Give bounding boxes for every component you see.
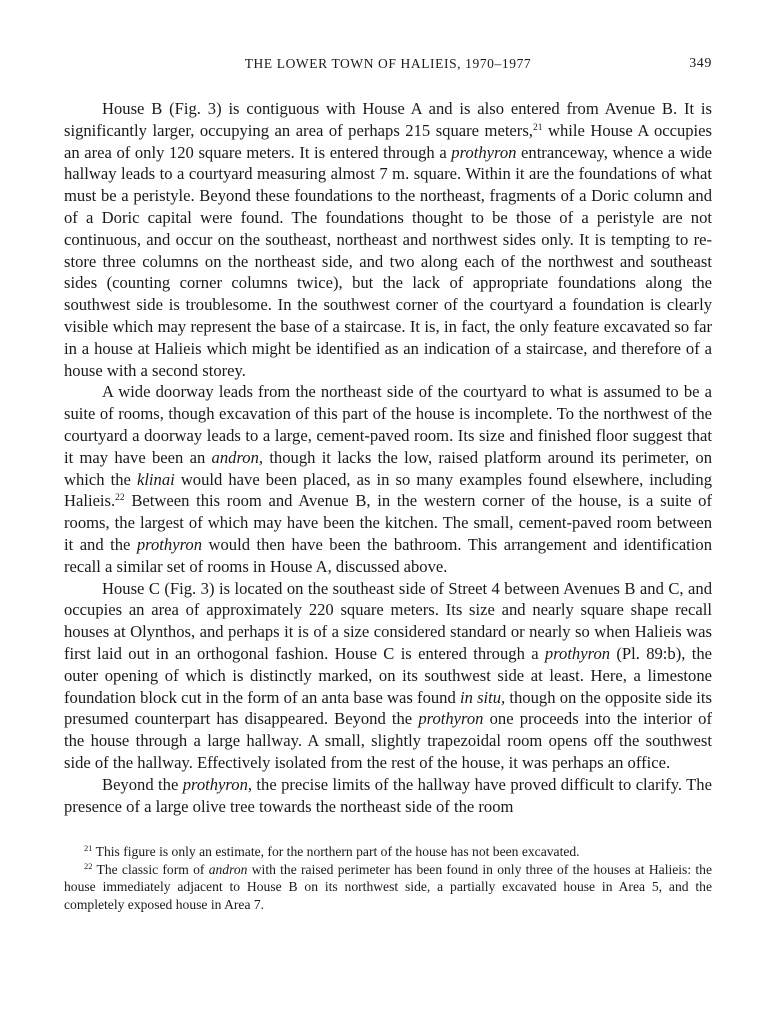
text-span: Between this room and Avenue B, in the western corner of the house, is a suite of rooms, the largest of which may have been the kitchen. The small, cement-paved room between it and the	[64, 491, 712, 554]
text-span: House C (Fig. 3) is located on the southeast side of Street 4 between Avenues B and C, and occupies an area of approximately 220 square meters. Its size and nearly square shape recall houses at Olynthos, and perhaps it is of a size considered standard or nearly so when Halieis was first laid out in an orthogonal fashion. House C is entered through a	[64, 578, 712, 663]
text-span: though on the opposite side its presumed counterpart has disappeared. Beyond the	[64, 687, 712, 729]
footnote-number: 22	[84, 860, 93, 871]
text-span: Beyond the	[102, 774, 183, 794]
text-span: while House A occupies an area of only 120 square meters. It is entered through a	[64, 120, 712, 162]
footnote-reference: 22	[115, 493, 125, 504]
text-span: would then have been the bathroom. This arrangement and identification recall a similar set of rooms in House A, discussed above.	[64, 534, 712, 576]
text-span: (Pl. 89:b), the outer opening of which is distinctly marked, on its southwest side at least. Here, a limestone foundation block cut in the form of an anta base was found	[64, 643, 712, 707]
footnote-number: 21	[84, 843, 93, 854]
italic-term: prothyron	[544, 643, 611, 663]
paragraph-house-c	[64, 578, 712, 774]
footnote-text: with the raised perimeter has been found in only three of the houses at Halieis: the house immediately adjacent to House B on its northwest side, a partially excavated house in Area 5, and the completely exposed house in Area 7.	[64, 861, 712, 912]
text-span: though it lacks the low, raised platform around its perimeter, on which the	[64, 447, 712, 489]
text-span: House B (Fig. 3) is contiguous with House A and is also entered from Avenue B. It is significantly larger, occupying an area of perhaps 215 square meters,	[64, 99, 712, 140]
book-page	[64, 56, 712, 913]
paragraph-house-b-rooms	[64, 381, 712, 577]
running-header	[64, 56, 712, 80]
paragraph-house-c-hallway	[64, 774, 712, 818]
footnote-22	[64, 861, 712, 914]
running-title: THE LOWER TOWN OF HALIEIS, 1970–1977	[244, 56, 532, 71]
italic-term: prothyron,	[182, 774, 253, 794]
main-text	[64, 98, 712, 817]
footnote-reference: 21	[532, 122, 543, 133]
footnote-21	[64, 843, 712, 861]
italic-term: in situ,	[459, 687, 506, 707]
paragraph-house-b	[64, 98, 712, 381]
italic-term: andron,	[211, 447, 264, 467]
text-span: the precise limits of the hallway have proved difficult to clarify. The presence of a large olive tree towards the northeast side of the room	[64, 774, 712, 816]
italic-term: prothyron	[451, 142, 517, 162]
page-number: 349	[689, 56, 712, 71]
text-span: would have been placed, as in so many examples found elsewhere, including Halieis.	[64, 469, 712, 511]
text-span: one proceeds into the interior of the house through a large hallway. A small, slightly trapezoidal room opens off the southwest side of the hallway. Effectively isolated from the rest of the house, it was perhaps an office.	[64, 709, 712, 772]
footnote-text: The classic form of	[92, 861, 209, 877]
italic-term: andron	[208, 861, 248, 877]
footnotes	[64, 843, 712, 913]
italic-term: prothyron	[136, 534, 203, 554]
text-span: A wide doorway leads from the northeast side of the courtyard to what is assumed to be a suite of rooms, though excavation of this part of the house is incomplete. To the northwest of the courtyard a doorway leads to a large, cement-paved room. Its size and finished floor suggest that it may have been an	[64, 382, 712, 467]
footnote-text: This figure is only an estimate, for the northern part of the house has not been excavated.	[92, 844, 580, 860]
italic-term: klinai	[136, 469, 175, 489]
text-span: entranceway, whence a wide hallway leads to a courtyard measuring almost 7 m. square. Within it are the foundations of what must be a peristyle. Beyond these foundations to the northeast, fragments of a Doric column and of a Doric capital were found. The foundations thought to be those of a peristyle are not continuous, and occur on the southeast, northeast and northwest sides only. It is tempting to restore three columns on the northeast side, and two along each of the northwest and southeast sides (counting corner columns twice), but the lack of appropriate foundations along the southwest side is troublesome. In the southwest corner of the courtyard a foundation is clearly visible which may represent the base of a staircase. It is, in fact, the only feature excavated so far in a house at Halieis which might be identified as an indication of a staircase, and therefore of a house with a second storey.	[64, 142, 712, 380]
italic-term: prothyron	[418, 709, 484, 729]
